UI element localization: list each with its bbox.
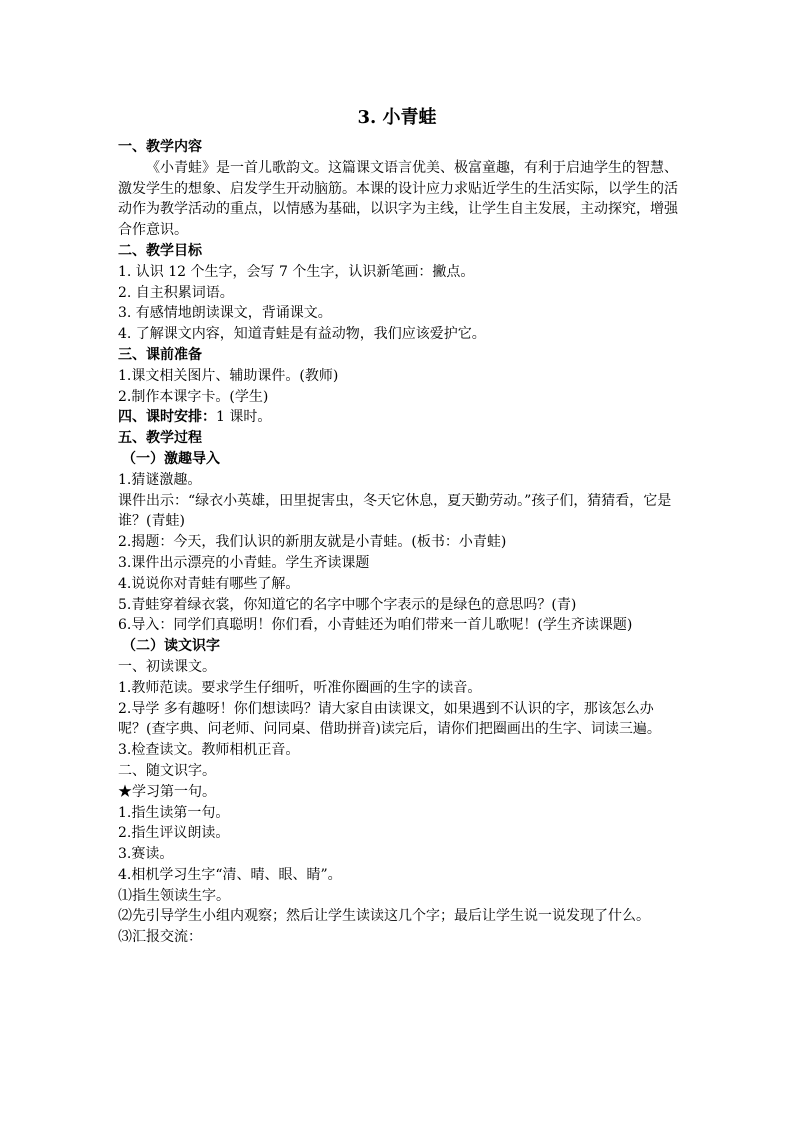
schedule-value: 1 课时。 [216,409,272,426]
section-heading-schedule: 四、课时安排： [118,409,216,426]
goal-item: 1. 认识 12 个生字，会写 7 个生字，认识新笔画：撇点。 [118,263,475,280]
goal-item: 3. 有感情地朗读课文，背诵课文。 [118,305,332,322]
goal-item: 2. 自主积累词语。 [118,284,234,301]
preparation-item: 2.制作本课字卡。(学生) [118,388,269,405]
process-line: 一、初读课文。 [118,658,216,675]
preparation-item: 1.课文相关图片、辅助课件。(教师) [118,367,339,384]
process-line: 5.青蛙穿着绿衣裳，你知道它的名字中哪个字表示的是绿色的意思吗？(青) [118,596,577,613]
schedule-line [118,407,678,428]
content-paragraph: 《小青蛙》是一首儿歌韵文。这篇课文语言优美、极富童趣，有利于启迪学生的智慧、激发学生的想象、启发学生开动脑筋。本课的设计应力求贴近学生的生活实际，以学生的活动作为教学活动的重点，以情感为基础，以识字为主线，让学生自主发展，主动探究，增强合作意识。 [118,159,678,239]
process-line: 3.赛读。 [118,846,174,863]
section-heading-process: 五、教学过程 [118,430,202,447]
process-line: ★学习第一句。 [118,783,216,800]
section-heading-content: 一、教学内容 [118,139,202,155]
goal-item: 4. 了解课文内容，知道青蛙是有益动物，我们应该爱护它。 [118,326,486,343]
process-line: 6.导入：同学们真聪明！你们看，小青蛙还为咱们带来一首儿歌呢！(学生齐读课题) [118,617,633,634]
section-heading-goals: 二、教学目标 [118,242,202,259]
process-line: 4.相机学习生字“清、晴、眼、睛”。 [118,866,342,883]
process-line: 1.教师范读。要求学生仔细听，听准你圈画的生字的读音。 [118,679,482,696]
process-line: 3.检查读文。教师相机正音。 [118,742,300,759]
process-line: ⑵先引导学生小组内观察；然后让学生读读这几个字；最后让学生说一说发现了什么。 [118,908,650,925]
process-line: 1.指生读第一句。 [118,804,230,821]
subsection-heading-reading: （二）读文识字 [122,638,220,655]
process-line: 3.课件出示漂亮的小青蛙。学生齐读课题 [118,554,370,571]
process-line: 二、随文识字。 [118,762,216,779]
process-line: 4.说说你对青蛙有哪些了解。 [118,575,300,592]
document-body [118,137,678,948]
subsection-heading-intro: （一）激趣导入 [122,450,220,467]
process-line: 2.导学 多有趣呀！你们想读吗？请大家自由读课文，如果遇到不认识的字，那该怎么办呢？(查字典、问老师、问同桌、借助拼音)读完后，请你们把圈画出的生字、词读三遍。 [118,700,661,738]
process-line: 1.猜谜激趣。 [118,471,202,488]
page-title: 3. 小青蛙 [357,107,437,128]
process-line: 2.指生评议朗读。 [118,825,230,842]
process-line: ⑶汇报交流： [118,929,202,946]
section-heading-preparation: 三、课前准备 [118,346,202,363]
process-line: ⑴指生领读生字。 [118,887,230,904]
process-line: 2.揭题：今天，我们认识的新朋友就是小青蛙。(板书：小青蛙) [118,534,507,551]
process-line: 课件出示：“绿衣小英雄，田里捉害虫，冬天它休息，夏天勤劳动。”孩子们，猜猜看，它是谁？(青蛙) [118,492,672,530]
